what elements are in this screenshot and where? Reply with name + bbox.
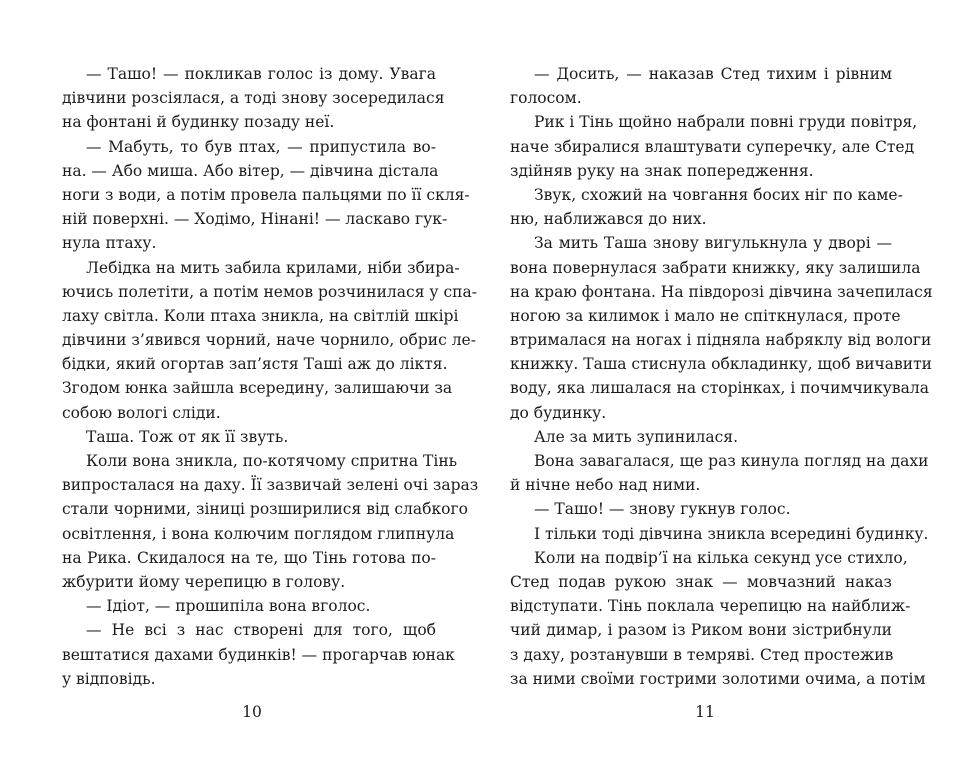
text-line: освітлення, і вона колючим поглядом глипнула (62, 524, 455, 543)
text-line: Лебідка на мить забила крилами, ніби збира- (86, 258, 460, 277)
page-number: 10 (242, 703, 262, 721)
text-line: Стед подав рукою знак — мовчазний наказ (510, 572, 892, 591)
text-line: воду, яка лишалася на сторінках, і почимчикувала (510, 379, 929, 398)
text-line: вона повернулася забрати книжку, яку залишила (510, 258, 921, 277)
text-line: книжку. Таша стиснула обкладинку, щоб вичавити (510, 355, 932, 374)
text-line: І тільки тоді дівчина зникла всередині будинку. (534, 524, 929, 543)
text-line: чий димар, і разом із Риком вони зістрибнули (510, 621, 892, 640)
text-line: ючись полетіти, а потім немов розчинилася у спа- (62, 282, 477, 301)
text-line: на краю фонтана. На півдорозі дівчина зачепилася (510, 282, 933, 301)
text-line: голосом. (510, 89, 582, 108)
text-line: ногою за килимок і мало не спіткнулася, проте (510, 306, 901, 325)
text-line: дівчини розсіялася, а тоді знову зосередилася (62, 89, 445, 108)
text-line: нула птаху. (62, 234, 157, 253)
text-line: втрималася на ногах і підняла набряклу від вологи (510, 331, 932, 350)
right-page-text (510, 62, 933, 691)
text-line: — Ташо! — знову гукнув голос. (534, 500, 791, 519)
text-line: випросталася на даху. Її зазвичай зелені очі зараз (62, 476, 479, 495)
text-line: Коли вона зникла, по-котячому спритна Тінь (86, 452, 458, 470)
text-line: на. — Або миша. Або вітер, — дівчина дістала (62, 161, 439, 180)
text-line: — Ташо! — покликав голос із дому. Увага (86, 65, 436, 83)
text-line: — Мабуть, то був птах, — припустила во- (86, 137, 436, 156)
text-line: на Рика. Скидалося на те, що Тінь готова по- (62, 548, 436, 567)
text-line: й нічне небо над ними. (510, 476, 701, 495)
text-line: собою вологі сліди. (62, 403, 221, 422)
text-line: ню, наближався до них. (510, 210, 707, 229)
text-line: — Досить, — наказав Стед тихим і рівним (534, 65, 892, 83)
text-line: Звук, схожий на човгання босих ніг по каме- (534, 185, 903, 204)
right-page (485, 0, 970, 758)
text-line: з даху, розтанувши в темряві. Стед простежив (510, 645, 894, 664)
text-line: здійняв руку на знак попередження. (510, 161, 814, 180)
text-line: Згодом юнка зайшла всередину, залишаючи за (62, 379, 453, 398)
left-page-text (62, 62, 479, 691)
text-line: дівчини з’явився чорний, наче чорнило, обрис ле- (62, 331, 476, 350)
text-line: лаху світла. Коли птаха зникла, на світлій шкірі (62, 306, 459, 325)
text-line: вештатися дахами будинків! — прогарчав юнак (62, 645, 455, 664)
text-line: Але за мить зупинилася. (534, 427, 739, 446)
text-line: ній поверхні. — Ходімо, Нінані! — ласкаво гук- (62, 210, 448, 229)
text-line: наче збиралися влаштувати суперечку, але Стед (510, 137, 915, 156)
text-line: Вона завагалася, ще раз кинула погляд на дахи (534, 452, 929, 470)
text-line: ноги з води, а потім провела пальцями по її скля- (62, 185, 470, 204)
text-line: у відповідь. (62, 669, 156, 688)
text-line: відступати. Тінь поклала черепицю на найближ- (510, 597, 911, 616)
text-line: — Ідіот, — прошипіла вона вголос. (86, 597, 371, 616)
text-line: За мить Таша знову вигулькнула у дворі — (534, 234, 892, 253)
page-number: 11 (695, 703, 715, 721)
text-line: Рик і Тінь щойно набрали повні груди повітря, (534, 113, 918, 132)
text-line: жбурити йому черепицю в голову. (62, 572, 346, 591)
text-line: бідки, який огортав зап’ястя Таші аж до ліктя. (62, 355, 448, 374)
text-line: Таша. Тож от як її звуть. (86, 427, 289, 446)
text-line: за ними своїми гострими золотими очима, а потім (510, 669, 926, 688)
text-line: на фонтані й будинку позаду неї. (62, 113, 335, 132)
text-line: до будинку. (510, 403, 607, 422)
text-line: стали чорними, зіниці розширилися від слабкого (62, 500, 468, 519)
text-line: Коли на подвір’ї на кілька секунд усе стихло, (534, 548, 908, 567)
text-line: — Не всі з нас створені для того, щоб (86, 621, 436, 640)
